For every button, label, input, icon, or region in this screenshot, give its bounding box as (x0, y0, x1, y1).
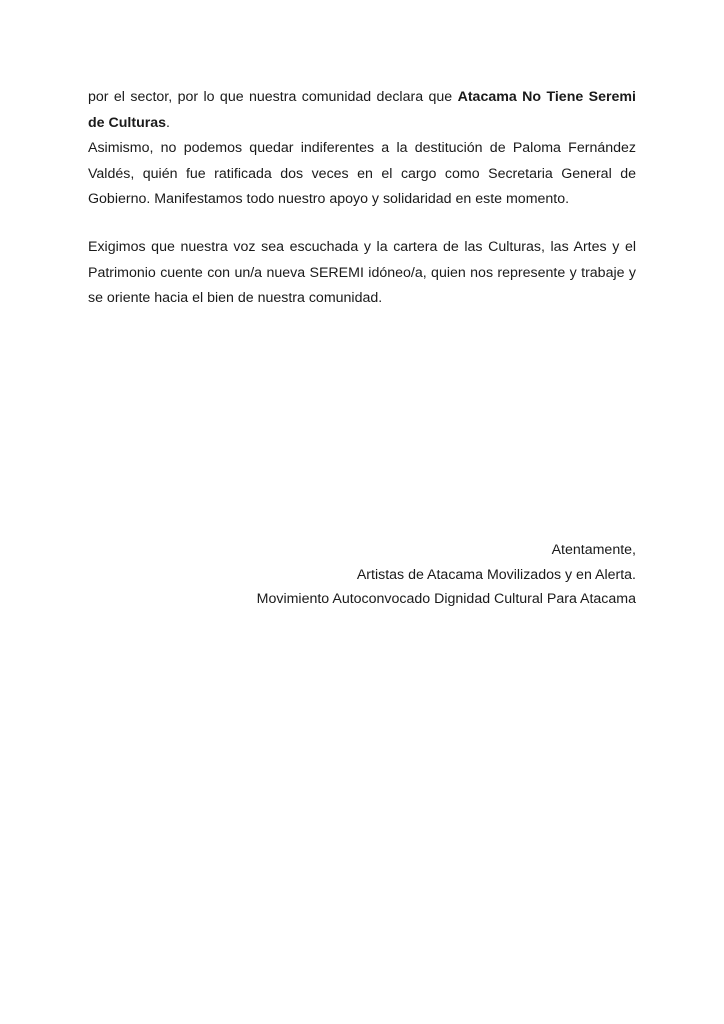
paragraph-declaration (88, 85, 636, 136)
signatory-artists: Artistas de Atacama Movilizados y en Alerta. (356, 566, 636, 583)
salutation: Atentamente, (551, 542, 636, 558)
paragraph-demand: Exigimos que nuestra voz sea escuchada y la cartera de las Culturas, las Artes y el Patrimonio cuente con un/a nueva SEREMI idóneo/a, quien nos represente y trabaje y se oriente hacia el bien de nuestra comunidad. (88, 239, 636, 306)
declaration-bold-text: Atacama No Tiene Seremi de Culturas (88, 89, 636, 131)
paragraph-solidarity: Asimismo, no podemos quedar indiferentes a la destitución de Paloma Fernández Valdés, quién fue ratificada dos veces en el cargo como Secretaria General de Gobierno. Manifestamos todo nuestro apoyo y solidaridad en este momento. (88, 140, 636, 207)
closing-block (257, 538, 636, 612)
paragraph-text-end: . (166, 114, 170, 131)
paragraph-text-start: por el sector, por lo que nuestra comunidad declara que (88, 89, 458, 105)
signatory-movement: Movimiento Autoconvocado Dignidad Cultural Para Atacama (256, 591, 636, 607)
